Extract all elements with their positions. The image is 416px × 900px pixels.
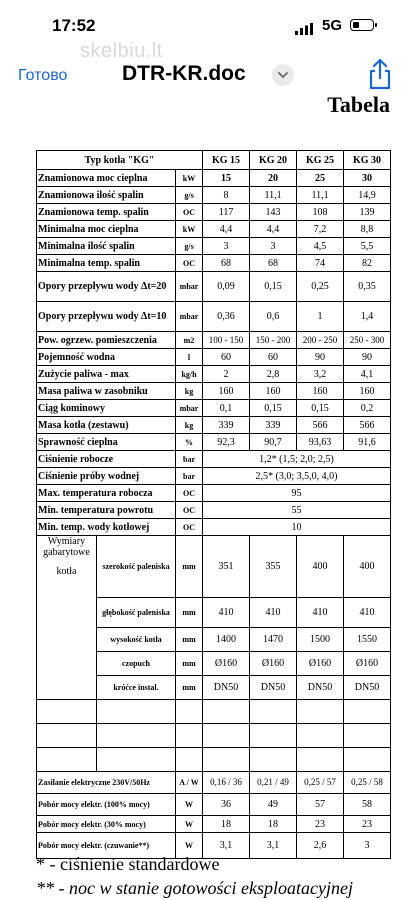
table-row xyxy=(37,434,391,451)
table-cell: 18 xyxy=(203,816,250,833)
table-cell: Masa kotła (zestawu) xyxy=(37,417,176,434)
table-cell: 3 xyxy=(250,238,297,255)
table-cell: Pobór mocy elektr. (30% mocy) xyxy=(37,816,176,833)
table-cell: 11,1 xyxy=(297,187,344,204)
watermark: skelbiu.lt xyxy=(80,40,163,62)
table-cell: W xyxy=(176,794,203,816)
table-cell: 410 xyxy=(250,598,297,628)
table-cell: 14,9 xyxy=(344,187,391,204)
table-cell: 351 xyxy=(203,536,250,598)
table-cell: Ø160 xyxy=(203,652,250,676)
table-cell: 0,15 xyxy=(297,400,344,417)
table-cell: 23 xyxy=(297,816,344,833)
table-cell: 0,25 / 58 xyxy=(344,772,391,794)
table-cell: 3,2 xyxy=(297,366,344,383)
table-cell: szerokość paleniska xyxy=(97,536,176,598)
table-cell: kg xyxy=(176,417,203,434)
table-row xyxy=(37,816,391,833)
table-cell: OC xyxy=(176,204,203,221)
table-row xyxy=(37,238,391,255)
table-cell: 200 - 250 xyxy=(297,332,344,349)
group-label-line: kotła xyxy=(56,566,77,577)
table-cell: 0,25 xyxy=(297,272,344,302)
table-cell: Znamionowa ilość spalin xyxy=(37,187,176,204)
table-cell: 108 xyxy=(297,204,344,221)
table-cell: mm xyxy=(176,652,203,676)
table-cell: Masa paliwa w zasobniku xyxy=(37,383,176,400)
table-cell: 3 xyxy=(203,238,250,255)
table-header-row xyxy=(37,151,391,170)
table-cell: wysokość kotła xyxy=(97,628,176,652)
table-cell: 8 xyxy=(203,187,250,204)
table-cell: 117 xyxy=(203,204,250,221)
share-icon[interactable] xyxy=(366,58,394,95)
table-cell: Zasilanie elektryczne 230V/50Hz xyxy=(37,772,176,794)
empty-cell xyxy=(37,724,97,748)
table-cell: mbar xyxy=(176,400,203,417)
table-cell: 400 xyxy=(297,536,344,598)
empty-cell xyxy=(297,748,344,772)
table-cell: DN50 xyxy=(250,676,297,700)
table-cell: Sprawność cieplna xyxy=(37,434,176,451)
table-cell: 92,3 xyxy=(203,434,250,451)
table-row xyxy=(37,748,391,772)
table-cell: 11,1 xyxy=(250,187,297,204)
table-cell: Max. temperatura robocza xyxy=(37,485,176,502)
table-cell: Ø160 xyxy=(344,652,391,676)
table-cell: Zużycie paliwa - max xyxy=(37,366,176,383)
table-cell: 15 xyxy=(203,170,250,187)
table-cell: 90 xyxy=(344,349,391,366)
table-cell: Min. temperatura powrotu xyxy=(37,502,176,519)
table-cell: 25 xyxy=(297,170,344,187)
table-cell: 3,1 xyxy=(203,833,250,859)
table-row xyxy=(37,204,391,221)
table-row xyxy=(37,536,391,598)
empty-cell xyxy=(37,700,97,724)
table-cell: 5,5 xyxy=(344,238,391,255)
table-cell: 160 xyxy=(250,383,297,400)
footnote: * - ciśnienie standardowe xyxy=(36,854,220,874)
table-cell: Ø160 xyxy=(250,652,297,676)
table-cell: kg xyxy=(176,383,203,400)
table-cell: bar xyxy=(176,451,203,468)
table-cell: 58 xyxy=(344,794,391,816)
table-cell: 20 xyxy=(250,170,297,187)
header-cell: KG 25 xyxy=(297,151,344,170)
empty-cell xyxy=(97,748,176,772)
table-cell: 49 xyxy=(250,794,297,816)
table-cell: OC xyxy=(176,255,203,272)
empty-cell xyxy=(250,724,297,748)
document-heading: Tabela xyxy=(327,92,390,117)
footnote: ** - noc w stanie gotowości eksploatacyjnej xyxy=(36,878,353,898)
table-cell: 566 xyxy=(344,417,391,434)
table-cell: 4,1 xyxy=(344,366,391,383)
header-cell: KG 30 xyxy=(344,151,391,170)
table-cell: 30 xyxy=(344,170,391,187)
table-cell: 3 xyxy=(344,833,391,859)
table-cell: DN50 xyxy=(344,676,391,700)
table-cell: 91,6 xyxy=(344,434,391,451)
table-cell: g/s xyxy=(176,187,203,204)
table-cell: czopuch xyxy=(97,652,176,676)
document-view[interactable] xyxy=(0,92,416,900)
table-cell: OC xyxy=(176,502,203,519)
table-cell: Opory przepływu wody Δt=10 xyxy=(37,302,176,332)
table-cell: mm xyxy=(176,536,203,598)
table-cell: bar xyxy=(176,468,203,485)
table-cell: mbar xyxy=(176,272,203,302)
table-cell: 566 xyxy=(297,417,344,434)
table-cell: 160 xyxy=(297,383,344,400)
table-cell: 0,15 xyxy=(250,272,297,302)
table-row xyxy=(37,221,391,238)
table-cell: mm xyxy=(176,676,203,700)
table-cell: 1500 xyxy=(297,628,344,652)
table-cell: Znamionowa temp. spalin xyxy=(37,204,176,221)
empty-cell xyxy=(250,700,297,724)
table-cell: OC xyxy=(176,519,203,536)
table-cell: Ciśnienie robocze xyxy=(37,451,176,468)
table-row xyxy=(37,724,391,748)
table-cell: 150 - 200 xyxy=(250,332,297,349)
empty-cell xyxy=(97,700,176,724)
table-cell: 410 xyxy=(297,598,344,628)
table-cell: 1470 xyxy=(250,628,297,652)
table-cell: mm xyxy=(176,628,203,652)
table-cell: 7,2 xyxy=(297,221,344,238)
table-row xyxy=(37,417,391,434)
table-cell: 0,1 xyxy=(203,400,250,417)
table-cell: 410 xyxy=(203,598,250,628)
table-row xyxy=(37,700,391,724)
battery-icon xyxy=(350,19,374,31)
table-cell: 68 xyxy=(250,255,297,272)
table-cell: 1,2* (1,5; 2,0; 2,5) xyxy=(203,451,391,468)
empty-cell xyxy=(203,748,250,772)
table-cell: 2,5* (3,0; 3,5,0, 4,0) xyxy=(203,468,391,485)
table-cell: 55 xyxy=(203,502,391,519)
table-cell: 0,36 xyxy=(203,302,250,332)
table-cell: Minimalna temp. spalin xyxy=(37,255,176,272)
table-cell: l xyxy=(176,349,203,366)
table-cell: 355 xyxy=(250,536,297,598)
table-cell: Min. temp. wody kotłowej xyxy=(37,519,176,536)
table-cell: W xyxy=(176,833,203,859)
table-cell: Minimalna ilość spalin xyxy=(37,238,176,255)
table-cell: 1400 xyxy=(203,628,250,652)
table-cell: 0,6 xyxy=(250,302,297,332)
boiler-spec-table xyxy=(36,150,391,859)
table-cell: Ø160 xyxy=(297,652,344,676)
table-cell: 23 xyxy=(344,816,391,833)
empty-cell xyxy=(344,748,391,772)
table-cell: 100 - 150 xyxy=(203,332,250,349)
table-cell: 60 xyxy=(250,349,297,366)
table-cell: 0,09 xyxy=(203,272,250,302)
table-row xyxy=(37,366,391,383)
document-title[interactable]: DTR-KR.doc xyxy=(122,62,246,85)
header-cell: KG 20 xyxy=(250,151,297,170)
table-row xyxy=(37,383,391,400)
empty-cell xyxy=(203,700,250,724)
table-cell: 0,35 xyxy=(344,272,391,302)
network-type: 5G xyxy=(322,17,343,34)
empty-cell xyxy=(203,724,250,748)
table-cell: % xyxy=(176,434,203,451)
table-cell: Opory przepływu wody Δt=20 xyxy=(37,272,176,302)
table-cell: króćce instal. xyxy=(97,676,176,700)
table-row xyxy=(37,170,391,187)
table-cell: kg/h xyxy=(176,366,203,383)
empty-cell xyxy=(176,724,203,748)
status-bar xyxy=(0,0,416,52)
table-cell: Ciąg kominowy xyxy=(37,400,176,417)
table-cell: 90 xyxy=(297,349,344,366)
table-cell: OC xyxy=(176,485,203,502)
table-cell: mbar xyxy=(176,302,203,332)
signal-icon xyxy=(295,22,315,40)
table-row xyxy=(37,485,391,502)
table-cell: 3,1 xyxy=(250,833,297,859)
table-cell: mm xyxy=(176,598,203,628)
table-cell: Pobór mocy elektr. (100% mocy) xyxy=(37,794,176,816)
table-row xyxy=(37,349,391,366)
table-cell: 60 xyxy=(203,349,250,366)
table-cell: 139 xyxy=(344,204,391,221)
empty-cell xyxy=(297,700,344,724)
table-row xyxy=(37,451,391,468)
table-cell: 36 xyxy=(203,794,250,816)
header-cell: Typ kotła "KG" xyxy=(37,151,203,170)
table-cell: DN50 xyxy=(297,676,344,700)
empty-cell xyxy=(176,700,203,724)
table-cell: 0,15 xyxy=(250,400,297,417)
table-row xyxy=(37,502,391,519)
table-cell: 4,5 xyxy=(297,238,344,255)
group-label-line: Wymiary xyxy=(47,536,86,547)
empty-cell xyxy=(344,700,391,724)
table-cell: 82 xyxy=(344,255,391,272)
table-row xyxy=(37,332,391,349)
dimensions-group-label xyxy=(37,536,97,700)
group-label-line: gabarytowe xyxy=(43,547,90,558)
empty-cell xyxy=(97,724,176,748)
table-row xyxy=(37,302,391,332)
table-row xyxy=(37,794,391,816)
table-cell: Minimalna moc cieplna xyxy=(37,221,176,238)
table-cell: kW xyxy=(176,170,203,187)
table-cell: 18 xyxy=(250,816,297,833)
table-row xyxy=(37,468,391,485)
table-cell: 410 xyxy=(344,598,391,628)
table-cell: 2,6 xyxy=(297,833,344,859)
table-cell: 2,8 xyxy=(250,366,297,383)
table-cell: Pojemność wodna xyxy=(37,349,176,366)
table-cell: 90,7 xyxy=(250,434,297,451)
table-cell: m2 xyxy=(176,332,203,349)
table-cell: 400 xyxy=(344,536,391,598)
title-menu-chevron-icon[interactable] xyxy=(272,64,294,86)
done-button[interactable]: Готово xyxy=(18,67,68,84)
table-cell: A / W xyxy=(176,772,203,794)
table-cell: 1,4 xyxy=(344,302,391,332)
table-cell: DN50 xyxy=(203,676,250,700)
table-cell: 95 xyxy=(203,485,391,502)
table-cell: 93,63 xyxy=(297,434,344,451)
table-cell: 68 xyxy=(203,255,250,272)
table-cell: 0,21 / 49 xyxy=(250,772,297,794)
table-cell: 0,25 / 57 xyxy=(297,772,344,794)
table-cell: W xyxy=(176,816,203,833)
table-cell: 57 xyxy=(297,794,344,816)
table-cell: 0,16 / 36 xyxy=(203,772,250,794)
table-row xyxy=(37,272,391,302)
empty-cell xyxy=(37,748,97,772)
table-cell: Pobór mocy elektr. (czuwanie**) xyxy=(37,833,176,859)
table-cell: 339 xyxy=(250,417,297,434)
table-cell: 74 xyxy=(297,255,344,272)
table-cell: 160 xyxy=(344,383,391,400)
table-row xyxy=(37,519,391,536)
table-cell: 4,4 xyxy=(203,221,250,238)
table-cell: głębokość paleniska xyxy=(97,598,176,628)
table-cell: 1550 xyxy=(344,628,391,652)
table-cell: 1 xyxy=(297,302,344,332)
table-cell: Ciśnienie próby wodnej xyxy=(37,468,176,485)
table-cell: 250 - 300 xyxy=(344,332,391,349)
table-row xyxy=(37,187,391,204)
table-cell: kW xyxy=(176,221,203,238)
table-cell: Pow. ogrzew. pomieszczenia xyxy=(37,332,176,349)
table-cell: 0,2 xyxy=(344,400,391,417)
status-time: 17:52 xyxy=(52,16,96,35)
table-cell: Znamionowa moc cieplna xyxy=(37,170,176,187)
table-cell: 160 xyxy=(203,383,250,400)
table-cell: 143 xyxy=(250,204,297,221)
empty-cell xyxy=(297,724,344,748)
table-cell: 8,8 xyxy=(344,221,391,238)
table-row xyxy=(37,255,391,272)
table-row xyxy=(37,400,391,417)
table-cell: 2 xyxy=(203,366,250,383)
table-cell: 339 xyxy=(203,417,250,434)
empty-cell xyxy=(250,748,297,772)
header-cell: KG 15 xyxy=(203,151,250,170)
empty-cell xyxy=(176,748,203,772)
table-cell: 10 xyxy=(203,519,391,536)
table-cell: 4,4 xyxy=(250,221,297,238)
table-row xyxy=(37,772,391,794)
table-cell: g/s xyxy=(176,238,203,255)
empty-cell xyxy=(344,724,391,748)
